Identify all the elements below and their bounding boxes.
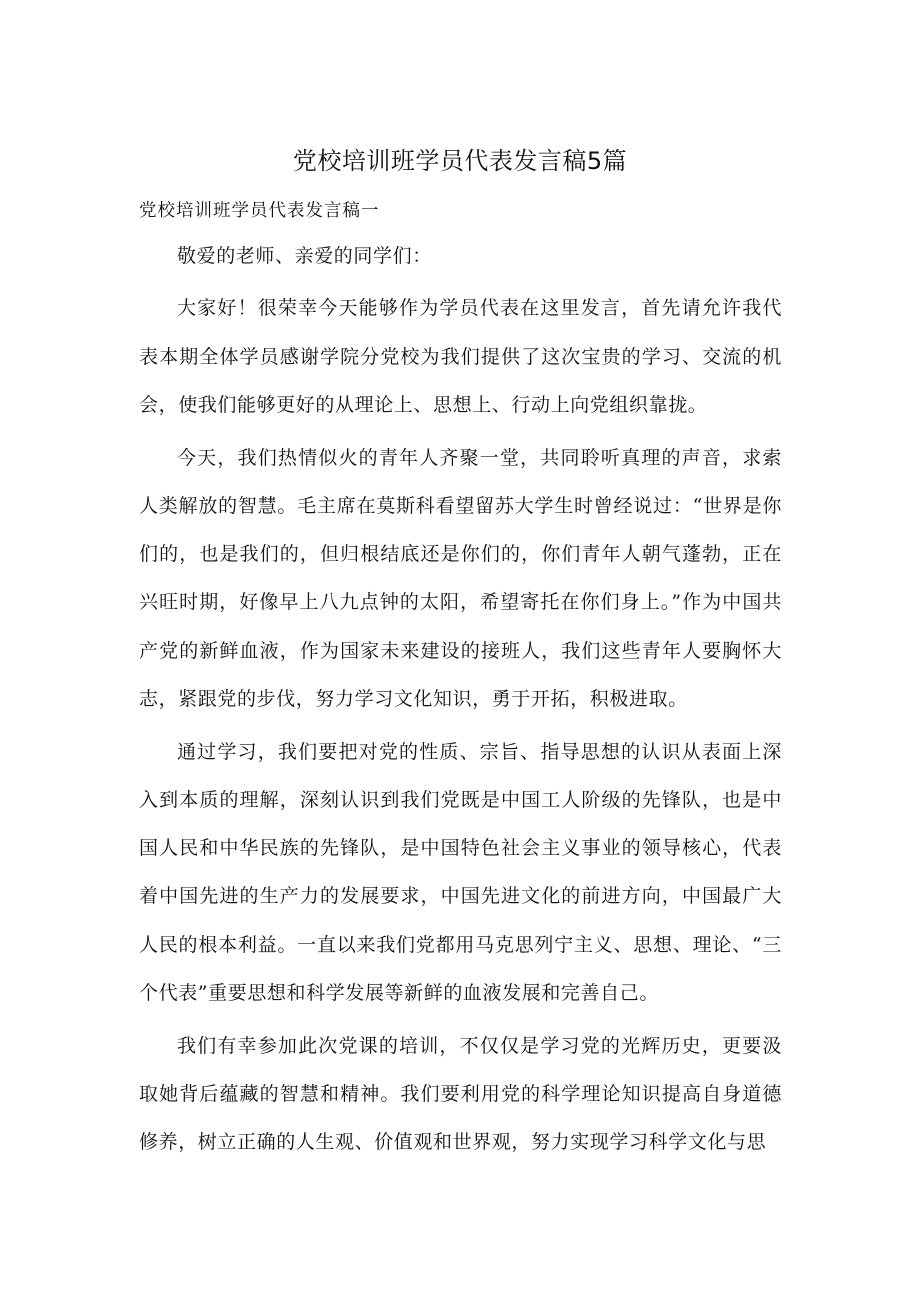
salutation: 敬爱的老师、亲爱的同学们： — [177, 245, 432, 267]
section-heading: 党校培训班学员代表发言稿一 — [139, 201, 380, 221]
paragraph-greeting: 大家好！很荣幸今天能够作为学员代表在这里发言，首先请允许我代表本期全体学员感谢学院分党校为我们提供了这次宝贵的学习、交流的机会，使我们能够更好的从理论上、思想上、行动上向党组织靠拢。 — [139, 297, 782, 417]
document-body — [139, 195, 782, 1166]
document-title: 党校培训班学员代表发言稿5篇 — [292, 147, 628, 175]
paragraph-youth: 今天，我们热情似火的青年人齐聚一堂，共同聆听真理的声音，求索人类解放的智慧。毛主席在莫斯科看望留苏大学生时曾经说过：“世界是你们的，也是我们的，但归根结底还是你们的，你们青年人朝气蓬勃，正在兴旺时期，好像早上八九点钟的太阳，希望寄托在你们身上。”作为中国共产党的新鲜血液，作为国家未来建设的接班人，我们这些青年人要胸怀大志，紧跟党的步伐，努力学习文化知识，勇于开拓，积极进取。 — [139, 446, 782, 711]
paragraph-study: 通过学习，我们要把对党的性质、宗旨、指导思想的认识从表面上深入到本质的理解，深刻认识到我们党既是中国工人阶级的先锋队，也是中国人民和中华民族的先锋队，是中国特色社会主义事业的领导核心，代表着中国先进的生产力的发展要求，中国先进文化的前进方向，中国最广大人民的根本利益。一直以来我们党都用马克思列宁主义、思想、理论、“三个代表”重要思想和科学发展等新鲜的血液发展和完善自己。 — [139, 740, 782, 1005]
paragraph-training: 我们有幸参加此次党课的培训，不仅仅是学习党的光辉历史，更要汲取她背后蕴藏的智慧和精神。我们要利用党的科学理论知识提高自身道德修养，树立正确的人生观、价值观和世界观，努力实现学习科学文化与思 — [139, 1034, 782, 1154]
